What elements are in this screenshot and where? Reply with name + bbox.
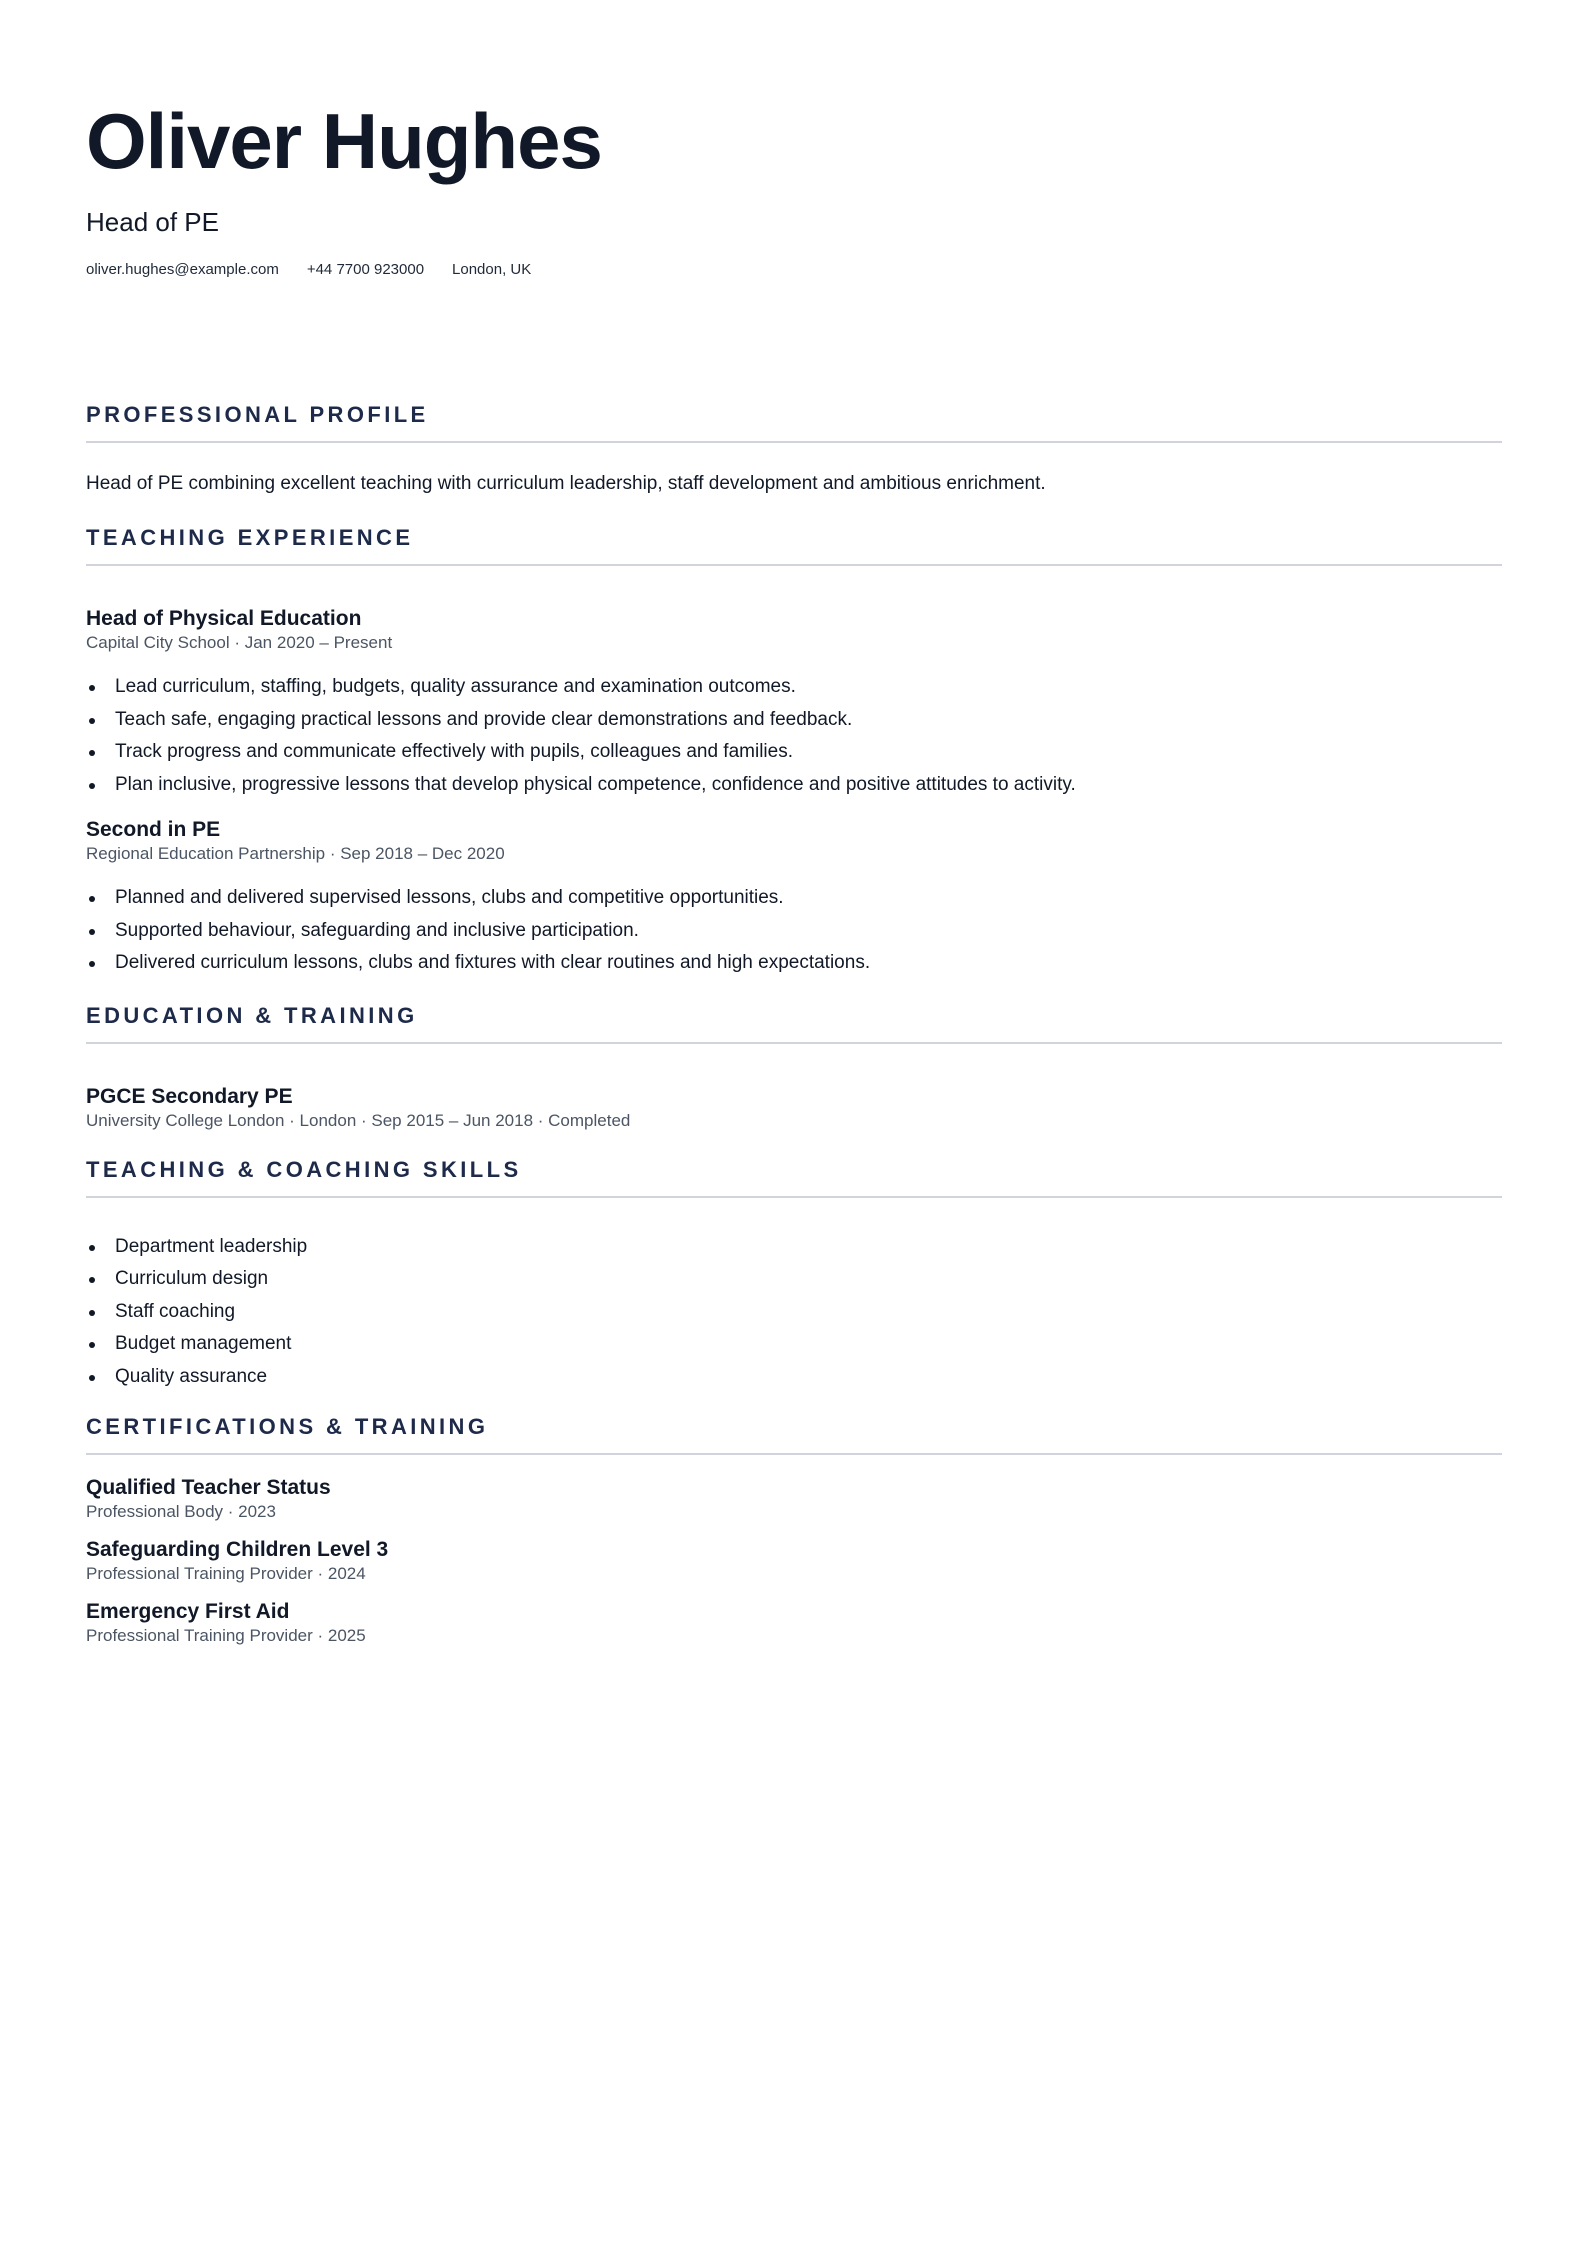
contact-line — [86, 260, 1502, 280]
job-bullet: Delivered curriculum lessons, clubs and fixtures with clear routines and high expectations. — [86, 947, 1502, 980]
candidate-title: Head of PE — [86, 207, 219, 237]
job-entry — [86, 606, 1502, 801]
job-bullet: Teach safe, engaging practical lessons and provide clear demonstrations and feedback. — [86, 704, 1502, 737]
certification-entry — [86, 1475, 1502, 1523]
section-profile — [86, 401, 1502, 497]
skill-item: Curriculum design — [86, 1263, 1502, 1296]
section-heading-experience: TEACHING EXPERIENCE — [86, 524, 1502, 566]
section-certifications — [86, 1413, 1502, 1647]
job-bullets — [86, 671, 1502, 801]
education-entry — [86, 1084, 1502, 1132]
certification-entry — [86, 1599, 1502, 1647]
skill-item: Department leadership — [86, 1231, 1502, 1264]
job-bullets — [86, 882, 1502, 980]
job-bullet: Lead curriculum, staffing, budgets, quality assurance and examination outcomes. — [86, 671, 1502, 704]
job-bullet: Plan inclusive, progressive lessons that develop physical competence, confidence and positive attitudes to activity. — [86, 769, 1502, 802]
section-heading-education: EDUCATION & TRAINING — [86, 1002, 1502, 1044]
job-bullet: Track progress and communicate effectively with pupils, colleagues and families. — [86, 736, 1502, 769]
skill-item: Staff coaching — [86, 1296, 1502, 1329]
section-heading-skills: TEACHING & COACHING SKILLS — [86, 1156, 1502, 1198]
certification-title: Safeguarding Children Level 3 — [86, 1538, 389, 1561]
job-meta: Capital City School · Jan 2020 – Present — [86, 633, 393, 652]
section-heading-certifications: CERTIFICATIONS & TRAINING — [86, 1413, 1502, 1455]
certification-meta: Professional Body · 2023 — [86, 1502, 276, 1521]
job-title: Head of Physical Education — [86, 607, 362, 630]
contact-location: London, UK — [452, 261, 532, 278]
section-heading-profile: PROFESSIONAL PROFILE — [86, 401, 1502, 443]
section-education — [86, 1002, 1502, 1132]
skills-list — [86, 1231, 1502, 1394]
section-experience — [86, 524, 1502, 980]
certification-title: Emergency First Aid — [86, 1600, 290, 1623]
certification-meta: Professional Training Provider · 2024 — [86, 1564, 366, 1583]
education-title: PGCE Secondary PE — [86, 1084, 293, 1108]
profile-text: Head of PE combining excellent teaching with curriculum leadership, staff development and ambitious enrichment. — [86, 473, 1046, 494]
job-title: Second in PE — [86, 818, 221, 841]
certification-title: Qualified Teacher Status — [86, 1476, 331, 1499]
contact-phone: +44 7700 923000 — [306, 261, 425, 278]
certification-meta: Professional Training Provider · 2025 — [86, 1626, 366, 1645]
section-skills — [86, 1156, 1502, 1394]
job-entry — [86, 817, 1502, 980]
job-bullet: Supported behaviour, safeguarding and inclusive participation. — [86, 915, 1502, 948]
skill-item: Budget management — [86, 1328, 1502, 1361]
certification-entry — [86, 1537, 1502, 1585]
resume-header — [86, 96, 1502, 280]
job-bullet: Planned and delivered supervised lessons, clubs and competitive opportunities. — [86, 882, 1502, 915]
skill-item: Quality assurance — [86, 1361, 1502, 1394]
contact-email: oliver.hughes@example.com — [86, 261, 279, 278]
job-meta: Regional Education Partnership · Sep 2018 – Dec 2020 — [86, 844, 505, 863]
education-meta: University College London · London · Sep 2015 – Jun 2018 · Completed — [86, 1110, 631, 1130]
candidate-name: Oliver Hughes — [86, 97, 602, 185]
